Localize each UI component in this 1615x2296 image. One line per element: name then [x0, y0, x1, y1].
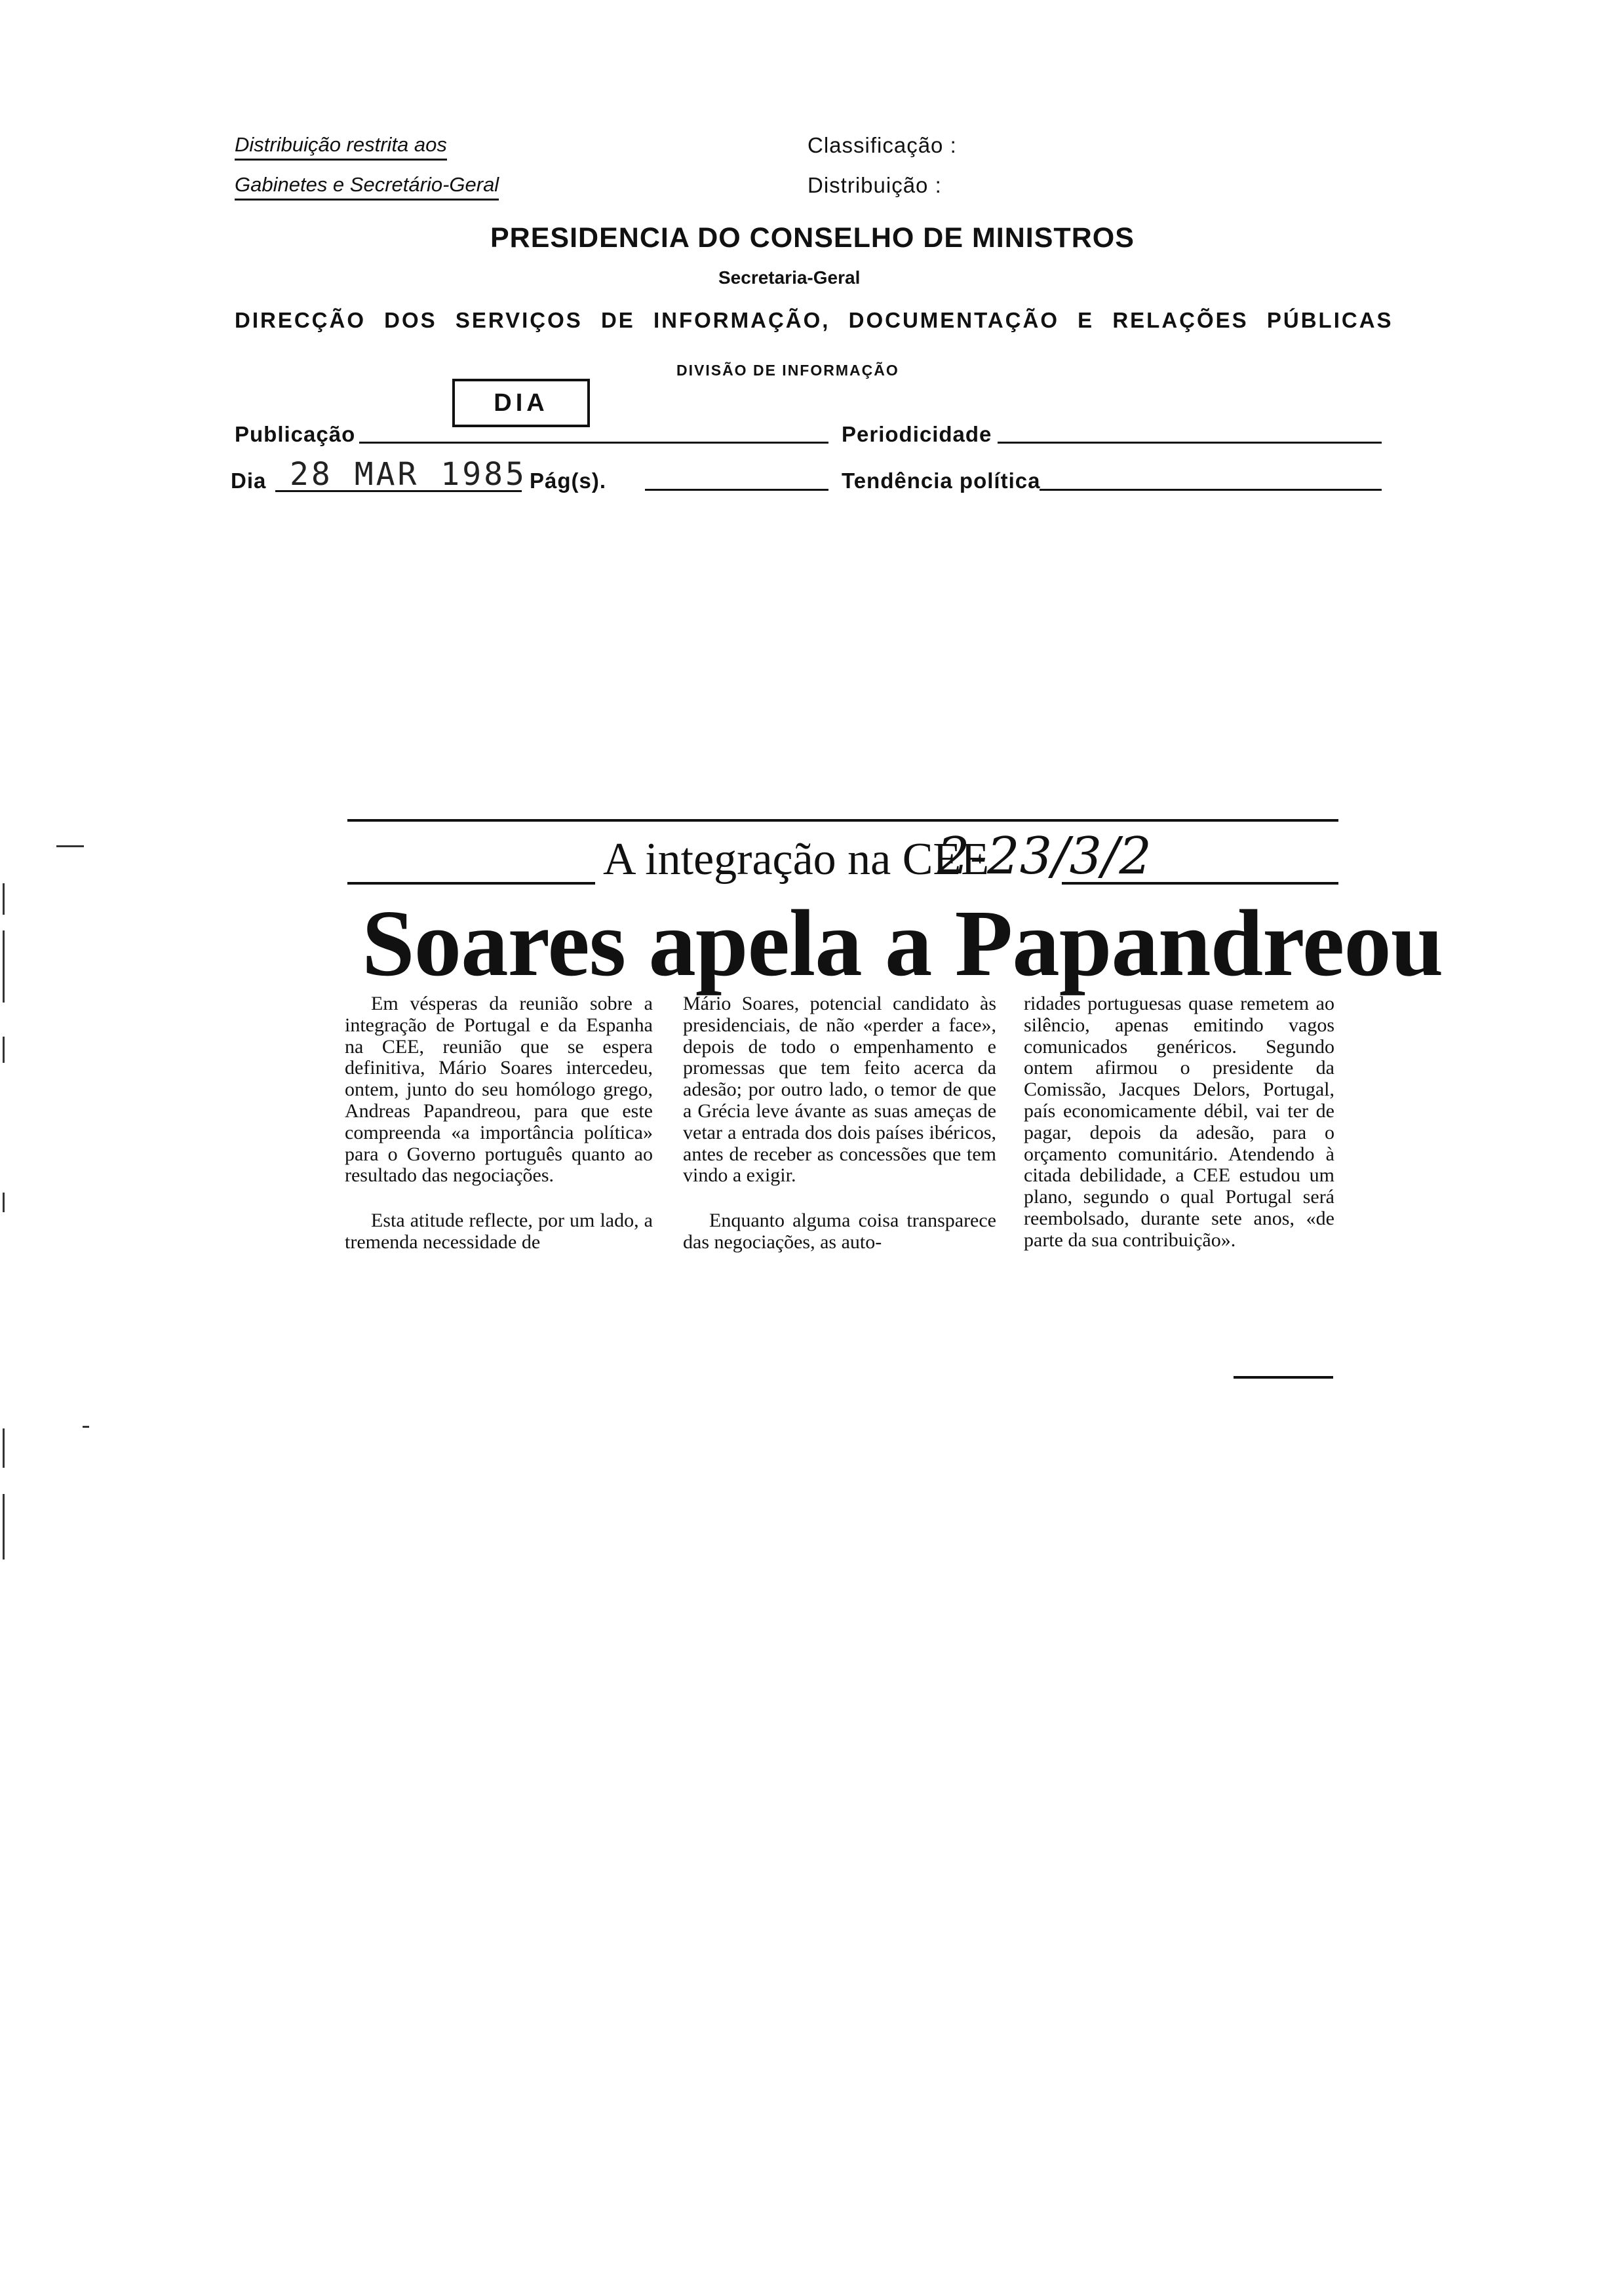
directorate-line: DIRECÇÃO DOS SERVIÇOS DE INFORMAÇÃO, DOCUMENTAÇÃO E RELAÇÕES PÚBLICAS [235, 308, 1393, 332]
col2-paragraph-2: Enquanto alguma coisa transparece das negociações, as auto- [683, 1210, 996, 1253]
article-column-2 [683, 993, 996, 1253]
publication-field-line [359, 442, 828, 444]
periodicity-label: Periodicidade [842, 422, 992, 446]
col1-paragraph-2: Esta atitude reflecte, por um lado, a tremenda necessidade de [345, 1210, 653, 1253]
political-tendency-field-line [1040, 489, 1382, 491]
scan-speck [3, 1428, 5, 1468]
day-value: 28 MAR 1985 [290, 456, 527, 493]
pages-field-line [645, 489, 828, 491]
division-label: DIVISÃO DE INFORMAÇÃO [676, 362, 899, 379]
scan-speck [56, 845, 84, 847]
day-label: Dia [231, 469, 267, 493]
article-column-1 [345, 993, 653, 1253]
publication-stamp: DIA [452, 379, 590, 427]
handwritten-annotation: 2-23/3/2 [937, 827, 1152, 886]
scan-speck [3, 1037, 5, 1063]
article-headline: Soares apela a Papandreou [362, 891, 1443, 996]
periodicity-field-line [998, 442, 1382, 444]
classification-label: Classificação : [808, 133, 957, 157]
col1-paragraph-1: Em vésperas da reunião sobre a integração de Portugal e da Espanha na CEE, reunião que se espera definitiva, Mário Soares intercedeu, ontem, junto do seu homólogo grego, Andreas Papandreou, para que este compreenda «a importância política» para o Governo português quanto ao resultado das negociações. [345, 993, 653, 1187]
restricted-distribution-line2: Gabinetes e Secretário-Geral [235, 173, 499, 201]
article-column-3 [1024, 993, 1334, 1252]
kicker-rule-left [347, 882, 595, 885]
clipping-top-rule [347, 819, 1338, 822]
day-field-line [275, 490, 522, 492]
scan-speck [83, 1426, 89, 1428]
article-kicker: A integração na CEE [603, 834, 989, 885]
col3-paragraph-1: ridades portuguesas quase remetem ao silêncio, apenas emitindo vagos comunicados genéricos. Segundo ontem afirmou o presidente da Comissão, Jacques Delors, Portugal, país economicamente débil, vai ter de pagar, depois da adesão, para o orçamento comunitário. Atendendo à citada debilidade, a CEE estudou um plano, segundo o qual Portugal será reembolsado, durante sete anos, «de parte da sua contribuição». [1024, 993, 1334, 1251]
restricted-distribution-line1: Distribuição restrita aos [235, 133, 447, 161]
scan-speck [3, 930, 5, 1003]
pages-label: Pág(s). [530, 469, 607, 493]
political-tendency-label: Tendência política [842, 469, 1041, 493]
ministry-title: PRESIDENCIA DO CONSELHO DE MINISTROS [490, 222, 1135, 254]
scan-speck [3, 1494, 5, 1559]
scan-speck [3, 1193, 5, 1212]
scan-speck [3, 883, 5, 915]
distribution-label: Distribuição : [808, 173, 942, 197]
ministry-subtitle: Secretaria-Geral [718, 267, 861, 288]
article-end-rule [1234, 1376, 1333, 1379]
col2-paragraph-1: Mário Soares, potencial candidato às presidenciais, de não «perder a face», depois de todo o empenhamento e promessas que tem feito acerca da adesão; por outro lado, o temor de que a Grécia leve ávante as suas ameças de vetar a entrada dos dois países ibéricos, antes de receber as concessões que tem vindo a exigir. [683, 993, 996, 1187]
publication-label: Publicação [235, 422, 356, 446]
